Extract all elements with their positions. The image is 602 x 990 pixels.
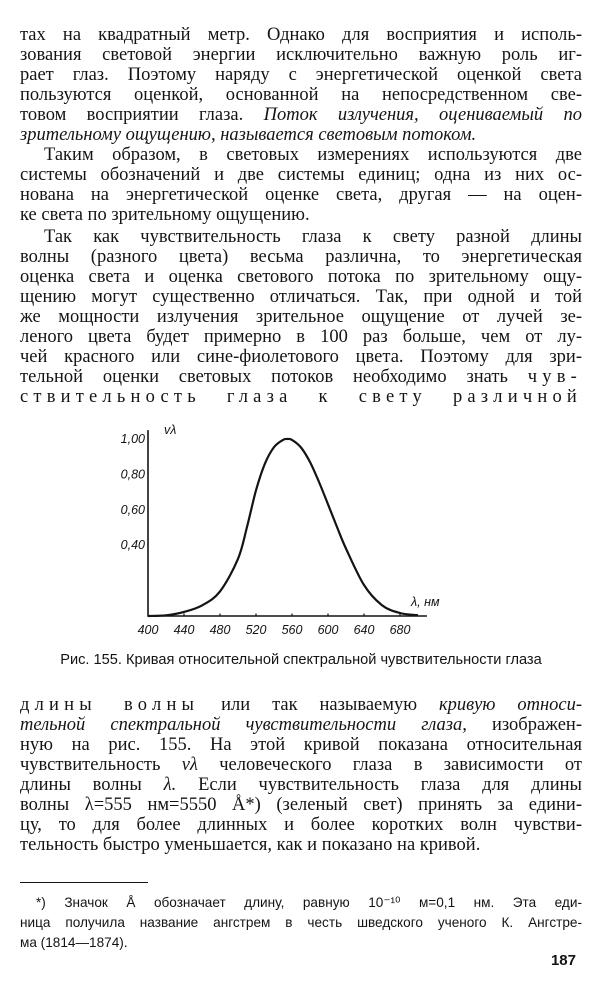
symbol-v-lambda: vλ <box>181 755 198 775</box>
text-line: цу, то для более длинных и более коротких волн чувстви- <box>20 815 582 835</box>
text-line: зования световой энергии исключительно важную роль иг- <box>20 45 582 65</box>
x-tick-label: 440 <box>173 623 195 637</box>
text-span: товом восприятии глаза. <box>20 105 244 125</box>
y-tick-label: 1,00 <box>120 432 145 446</box>
x-tick-label: 520 <box>245 623 267 637</box>
text-line: щению могут существенно отличаться. Так, при одной и той <box>20 287 582 307</box>
text-line: тах на квадратный метр. Однако для восприятия и исполь- <box>20 25 582 45</box>
y-axis-label: vλ <box>164 423 177 437</box>
text-line <box>20 105 582 125</box>
text-span: изображен- <box>491 715 582 735</box>
term-italic: кривую относи- <box>438 695 582 715</box>
text-line <box>20 715 582 735</box>
chart-axis <box>148 430 427 616</box>
text-line: рает глаз. Поэтому наряду с энергетической оценкой света <box>20 65 582 85</box>
text-line: системы обозначений и две системы единиц; одна из них ос- <box>20 165 582 185</box>
text-line: Так как чувствительность глаза к свету разной длины <box>44 227 582 247</box>
text-line: волны λ=555 нм=5550 Å*) (зеленый свет) принять за едини- <box>20 795 582 815</box>
text-line: оценка света и оценка светового потока по зрительному ощу- <box>20 267 582 287</box>
footnote-line: ма (1814—1874). <box>20 935 128 950</box>
definition-italic: Поток излучения, оцениваемый по <box>263 105 582 125</box>
x-tick-label: 600 <box>317 623 339 637</box>
footnote-line: ница получила название ангстрем в честь шведского ученого К. Ангстре- <box>20 915 582 930</box>
text-line: волны (разного цвета) весьма различна, то энергетическая <box>20 247 582 267</box>
text-line <box>20 755 582 775</box>
y-tick-label: 0,40 <box>120 538 145 553</box>
text-line: пользуются оценкой, основанной на непосредственном све- <box>20 85 582 105</box>
text-span: или так называемую <box>221 695 418 715</box>
spectral-sensitivity-chart <box>120 420 440 640</box>
text-line: леного цвета будет примерно в 100 раз больше, чем от лу- <box>20 327 582 347</box>
footnote-rule <box>20 882 148 883</box>
text-line <box>20 775 582 795</box>
x-tick-label: 480 <box>209 623 231 637</box>
term-italic: тельной спектральной чувствительности глаза, <box>20 715 467 735</box>
text-span: длины волны <box>20 775 142 795</box>
page-number: 187 <box>550 952 576 969</box>
x-tick-label: 560 <box>281 623 303 637</box>
text-line: тельность быстро уменьшается, как и показано на кривой. <box>20 835 481 855</box>
y-tick-label: 0,80 <box>120 467 145 482</box>
symbol-lambda: λ. <box>163 775 177 795</box>
footnote-line: *) Значок Å обозначает длину, равную 10⁻¹⁰ м=0,1 нм. Эта еди- <box>36 895 582 910</box>
spaced-text: ствительность глаза к свету различной <box>20 387 582 407</box>
text-line: ке света по зрительному ощущению. <box>20 205 310 225</box>
text-span: чувствительность <box>20 755 161 775</box>
text-line: же мощности излучения зрительное ощущение от лучей зе- <box>20 307 582 327</box>
x-tick-label: 400 <box>137 623 159 637</box>
x-axis-label: λ, нм <box>411 595 440 609</box>
text-line: ную на рис. 155. На этой кривой показана относительная <box>20 735 582 755</box>
text-line <box>20 695 582 715</box>
text-span: человеческого глаза в зависимости от <box>219 755 582 775</box>
x-tick-label: 680 <box>389 623 411 637</box>
figure-caption: Рис. 155. Кривая относительной спектральной чувствительности глаза <box>60 652 542 668</box>
text-line <box>20 367 582 387</box>
text-line: чей красного или сине-фиолетового цвета. Поэтому для зри- <box>20 347 582 367</box>
text-span: Если чувствительность глаза для длины <box>198 775 582 795</box>
sensitivity-curve <box>148 439 418 616</box>
x-tick-label: 640 <box>353 623 375 637</box>
spaced-text: длины волны <box>20 695 200 715</box>
text-line: Таким образом, в световых измерениях используются две <box>44 145 582 165</box>
text-line: нована на энергетической оценке света, другая — на оцен- <box>20 185 582 205</box>
y-tick-label: 0,60 <box>120 502 145 517</box>
text-span: тельной оценки световых потоков необходимо знать <box>20 367 508 387</box>
spaced-text: чув- <box>527 367 582 387</box>
definition-italic: зрительному ощущению, называется световым потоком. <box>20 125 477 145</box>
